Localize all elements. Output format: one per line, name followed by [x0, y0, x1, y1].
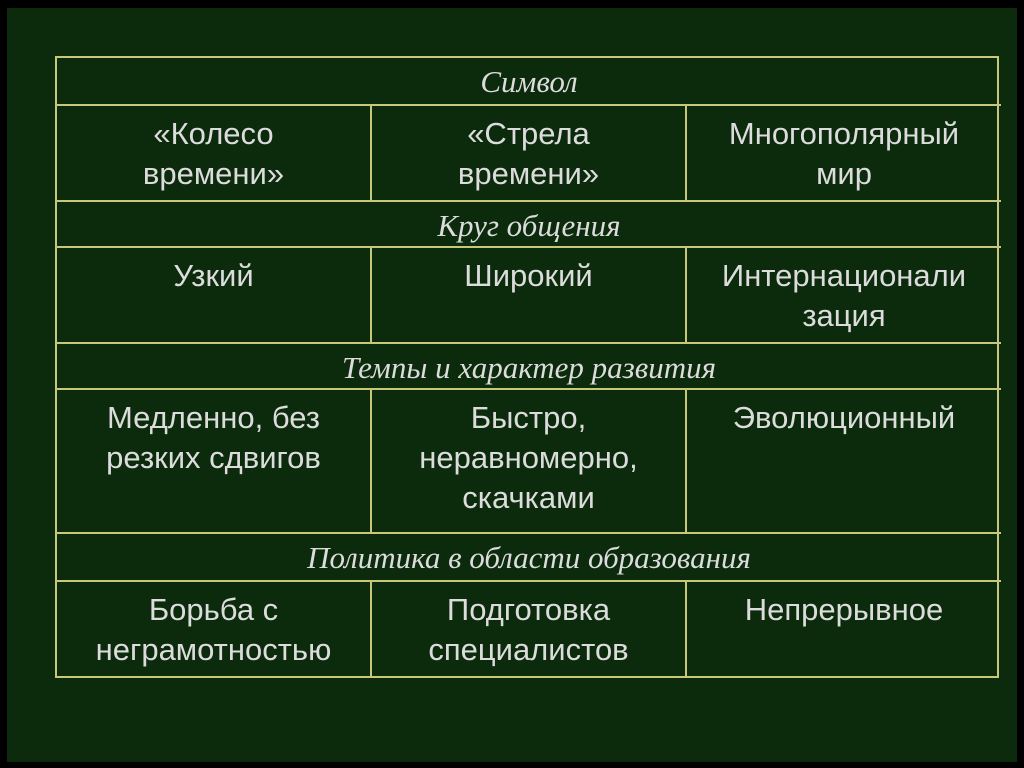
cell-line: Эволюционный: [732, 400, 956, 435]
cell-line: неграмотностью: [95, 632, 332, 667]
cell-line: времени»: [142, 156, 285, 191]
cell-education-col3: [687, 582, 1001, 678]
cell-line: Широкий: [464, 258, 593, 293]
cell-line: Многополярный: [728, 116, 960, 151]
cell-line: «Колесо: [153, 116, 274, 151]
cell-line: специалистов: [428, 632, 629, 667]
cell-line: неравномерно,: [419, 440, 638, 475]
cell-line: Подготовка: [446, 592, 611, 627]
cell-line: резких сдвигов: [106, 440, 321, 475]
cell-line: Непрерывное: [744, 592, 944, 627]
cell-line: мир: [816, 156, 872, 191]
cell-line: Интернационали: [721, 258, 967, 293]
cell-symbol-col2: [372, 106, 687, 202]
cell-symbol-col1: [57, 106, 372, 202]
section-header-symbol: Символ: [57, 58, 1001, 106]
cell-circle-col2: [372, 248, 687, 344]
cell-circle-col3: [687, 248, 1001, 344]
comparison-table: [55, 56, 999, 678]
cell-line: зация: [802, 298, 886, 333]
cell-tempo-col1: [57, 390, 372, 534]
cell-line: Быстро,: [470, 400, 587, 435]
cell-line: скачками: [462, 480, 595, 515]
cell-line: времени»: [457, 156, 600, 191]
section-header-circle: Круг общения: [57, 202, 1001, 248]
cell-line: Борьба с: [148, 592, 279, 627]
cell-line: Медленно, без: [106, 400, 321, 435]
cell-symbol-col3: [687, 106, 1001, 202]
cell-line: Узкий: [173, 258, 254, 293]
cell-tempo-col3: [687, 390, 1001, 534]
slide: [7, 8, 1017, 762]
section-header-tempo: Темпы и характер развития: [57, 344, 1001, 390]
cell-education-col2: [372, 582, 687, 678]
cell-circle-col1: [57, 248, 372, 344]
section-header-education: Политика в области образования: [57, 534, 1001, 582]
cell-education-col1: [57, 582, 372, 678]
cell-tempo-col2: [372, 390, 687, 534]
cell-line: «Стрела: [467, 116, 590, 151]
